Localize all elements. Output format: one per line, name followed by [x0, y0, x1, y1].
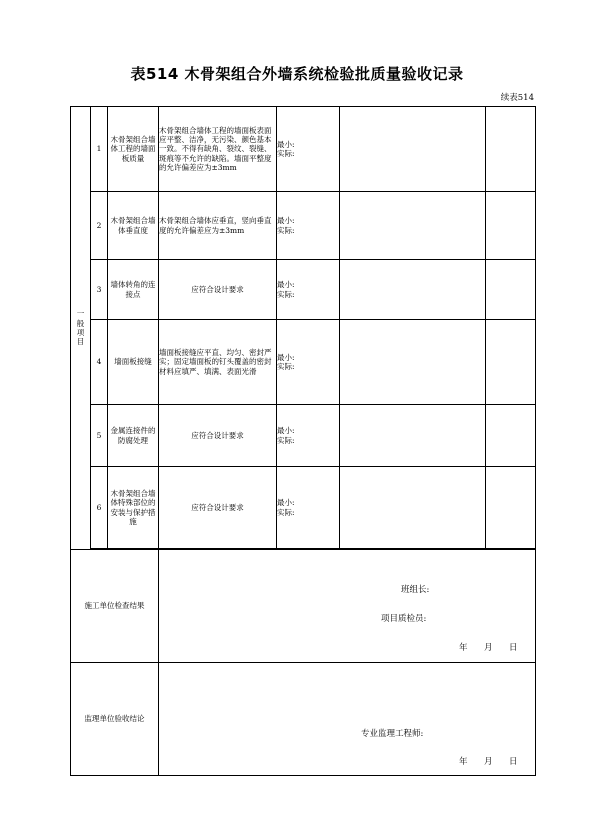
item-name: 木骨架组合墙体垂直度 [108, 192, 159, 260]
actual-label: 实际: [277, 225, 295, 235]
item-name: 墙体转角的连接点 [108, 260, 159, 320]
actual-label: 实际: [277, 435, 295, 445]
supervising-engineer-label: 专业监理工程师: [361, 729, 424, 739]
item-requirement: 应符合设计要求 [159, 467, 277, 549]
day-label: 日 [509, 757, 518, 767]
construction-unit-label-text: 施工单位检查结果 [84, 601, 145, 611]
min-label: 最小: [277, 139, 295, 149]
section-label-general-items: 一 般 项 目 [71, 107, 91, 550]
actual-label: 实际: [277, 507, 295, 517]
item-number: 4 [91, 320, 108, 405]
year-label: 年 [459, 643, 468, 653]
measurement-cell [277, 405, 340, 467]
actual-label: 实际: [277, 362, 295, 371]
month-label: 月 [484, 643, 493, 653]
min-label: 最小: [277, 426, 295, 436]
item-name: 木骨架组合墙体特殊部位的安装与保护措施 [108, 467, 159, 549]
min-label: 最小: [277, 216, 295, 226]
result-cell[interactable] [486, 467, 536, 549]
min-label: 最小: [277, 280, 295, 290]
supervision-unit-label-text: 监理单位验收结论 [84, 714, 145, 724]
record-cell[interactable] [340, 320, 486, 405]
record-cell[interactable] [340, 467, 486, 549]
item-requirement: 木骨架组合墙体应垂直，竖向垂直度的允许偏差应为±3mm [159, 192, 277, 260]
actual-label: 实际: [277, 149, 295, 158]
record-cell[interactable] [340, 192, 486, 260]
result-cell[interactable] [486, 260, 536, 320]
measurement-cell [277, 260, 340, 320]
year-label: 年 [459, 757, 468, 767]
form-title: 表514 木骨架组合外墙系统检验批质量验收记录 [130, 65, 464, 83]
item-row [71, 192, 536, 260]
construction-row [71, 550, 536, 663]
supervision-unit-label [71, 663, 159, 776]
item-number: 5 [91, 405, 108, 467]
result-cell[interactable] [486, 320, 536, 405]
record-cell[interactable] [340, 260, 486, 320]
result-cell[interactable] [486, 405, 536, 467]
item-number: 1 [91, 107, 108, 192]
measurement-cell [277, 192, 340, 260]
item-name: 木骨架组合墙体工程的墙面板质量 [108, 107, 159, 192]
item-row [71, 107, 536, 192]
item-number: 3 [91, 260, 108, 320]
result-cell[interactable] [486, 192, 536, 260]
record-cell[interactable] [340, 107, 486, 192]
supervision-row [71, 663, 536, 776]
item-name: 金属连接件的防腐处理 [108, 405, 159, 467]
item-requirement: 墙面板接缝应平直、均匀、密封严实；固定墙面板的钉头覆盖的密封材料应填严、填满、表面光滑 [159, 320, 277, 405]
continuation-label: 续表514 [500, 93, 534, 103]
item-requirement: 木骨架组合墙体工程的墙面板表面应平整、洁净，无污染、颜色基本一致。不得有缺角、裂纹、裂缝、斑痕等不允许的缺陷。墙面平整度的允许偏差应为±3mm [159, 107, 277, 192]
item-row [71, 467, 536, 549]
item-row [71, 405, 536, 467]
result-cell[interactable] [486, 107, 536, 192]
construction-unit-label [71, 550, 159, 663]
item-row [71, 260, 536, 320]
measurement-cell [277, 467, 340, 549]
construction-sign-area[interactable] [159, 550, 536, 663]
month-label: 月 [484, 757, 493, 767]
measurement-cell [277, 320, 340, 405]
inspection-table [70, 106, 536, 776]
item-number: 6 [91, 467, 108, 549]
actual-label: 实际: [277, 289, 295, 299]
measurement-cell [277, 107, 340, 192]
project-inspector-label: 项目质检员: [381, 614, 427, 624]
item-row [71, 320, 536, 405]
min-label: 最小: [277, 352, 295, 362]
item-requirement: 应符合设计要求 [159, 260, 277, 320]
day-label: 日 [509, 643, 518, 653]
item-number: 2 [91, 192, 108, 260]
item-name: 墙面板接缝 [108, 320, 159, 405]
record-cell[interactable] [340, 405, 486, 467]
team-leader-label: 班组长: [401, 585, 430, 595]
min-label: 最小: [277, 498, 295, 508]
supervision-sign-area[interactable] [159, 663, 536, 776]
item-requirement: 应符合设计要求 [159, 405, 277, 467]
